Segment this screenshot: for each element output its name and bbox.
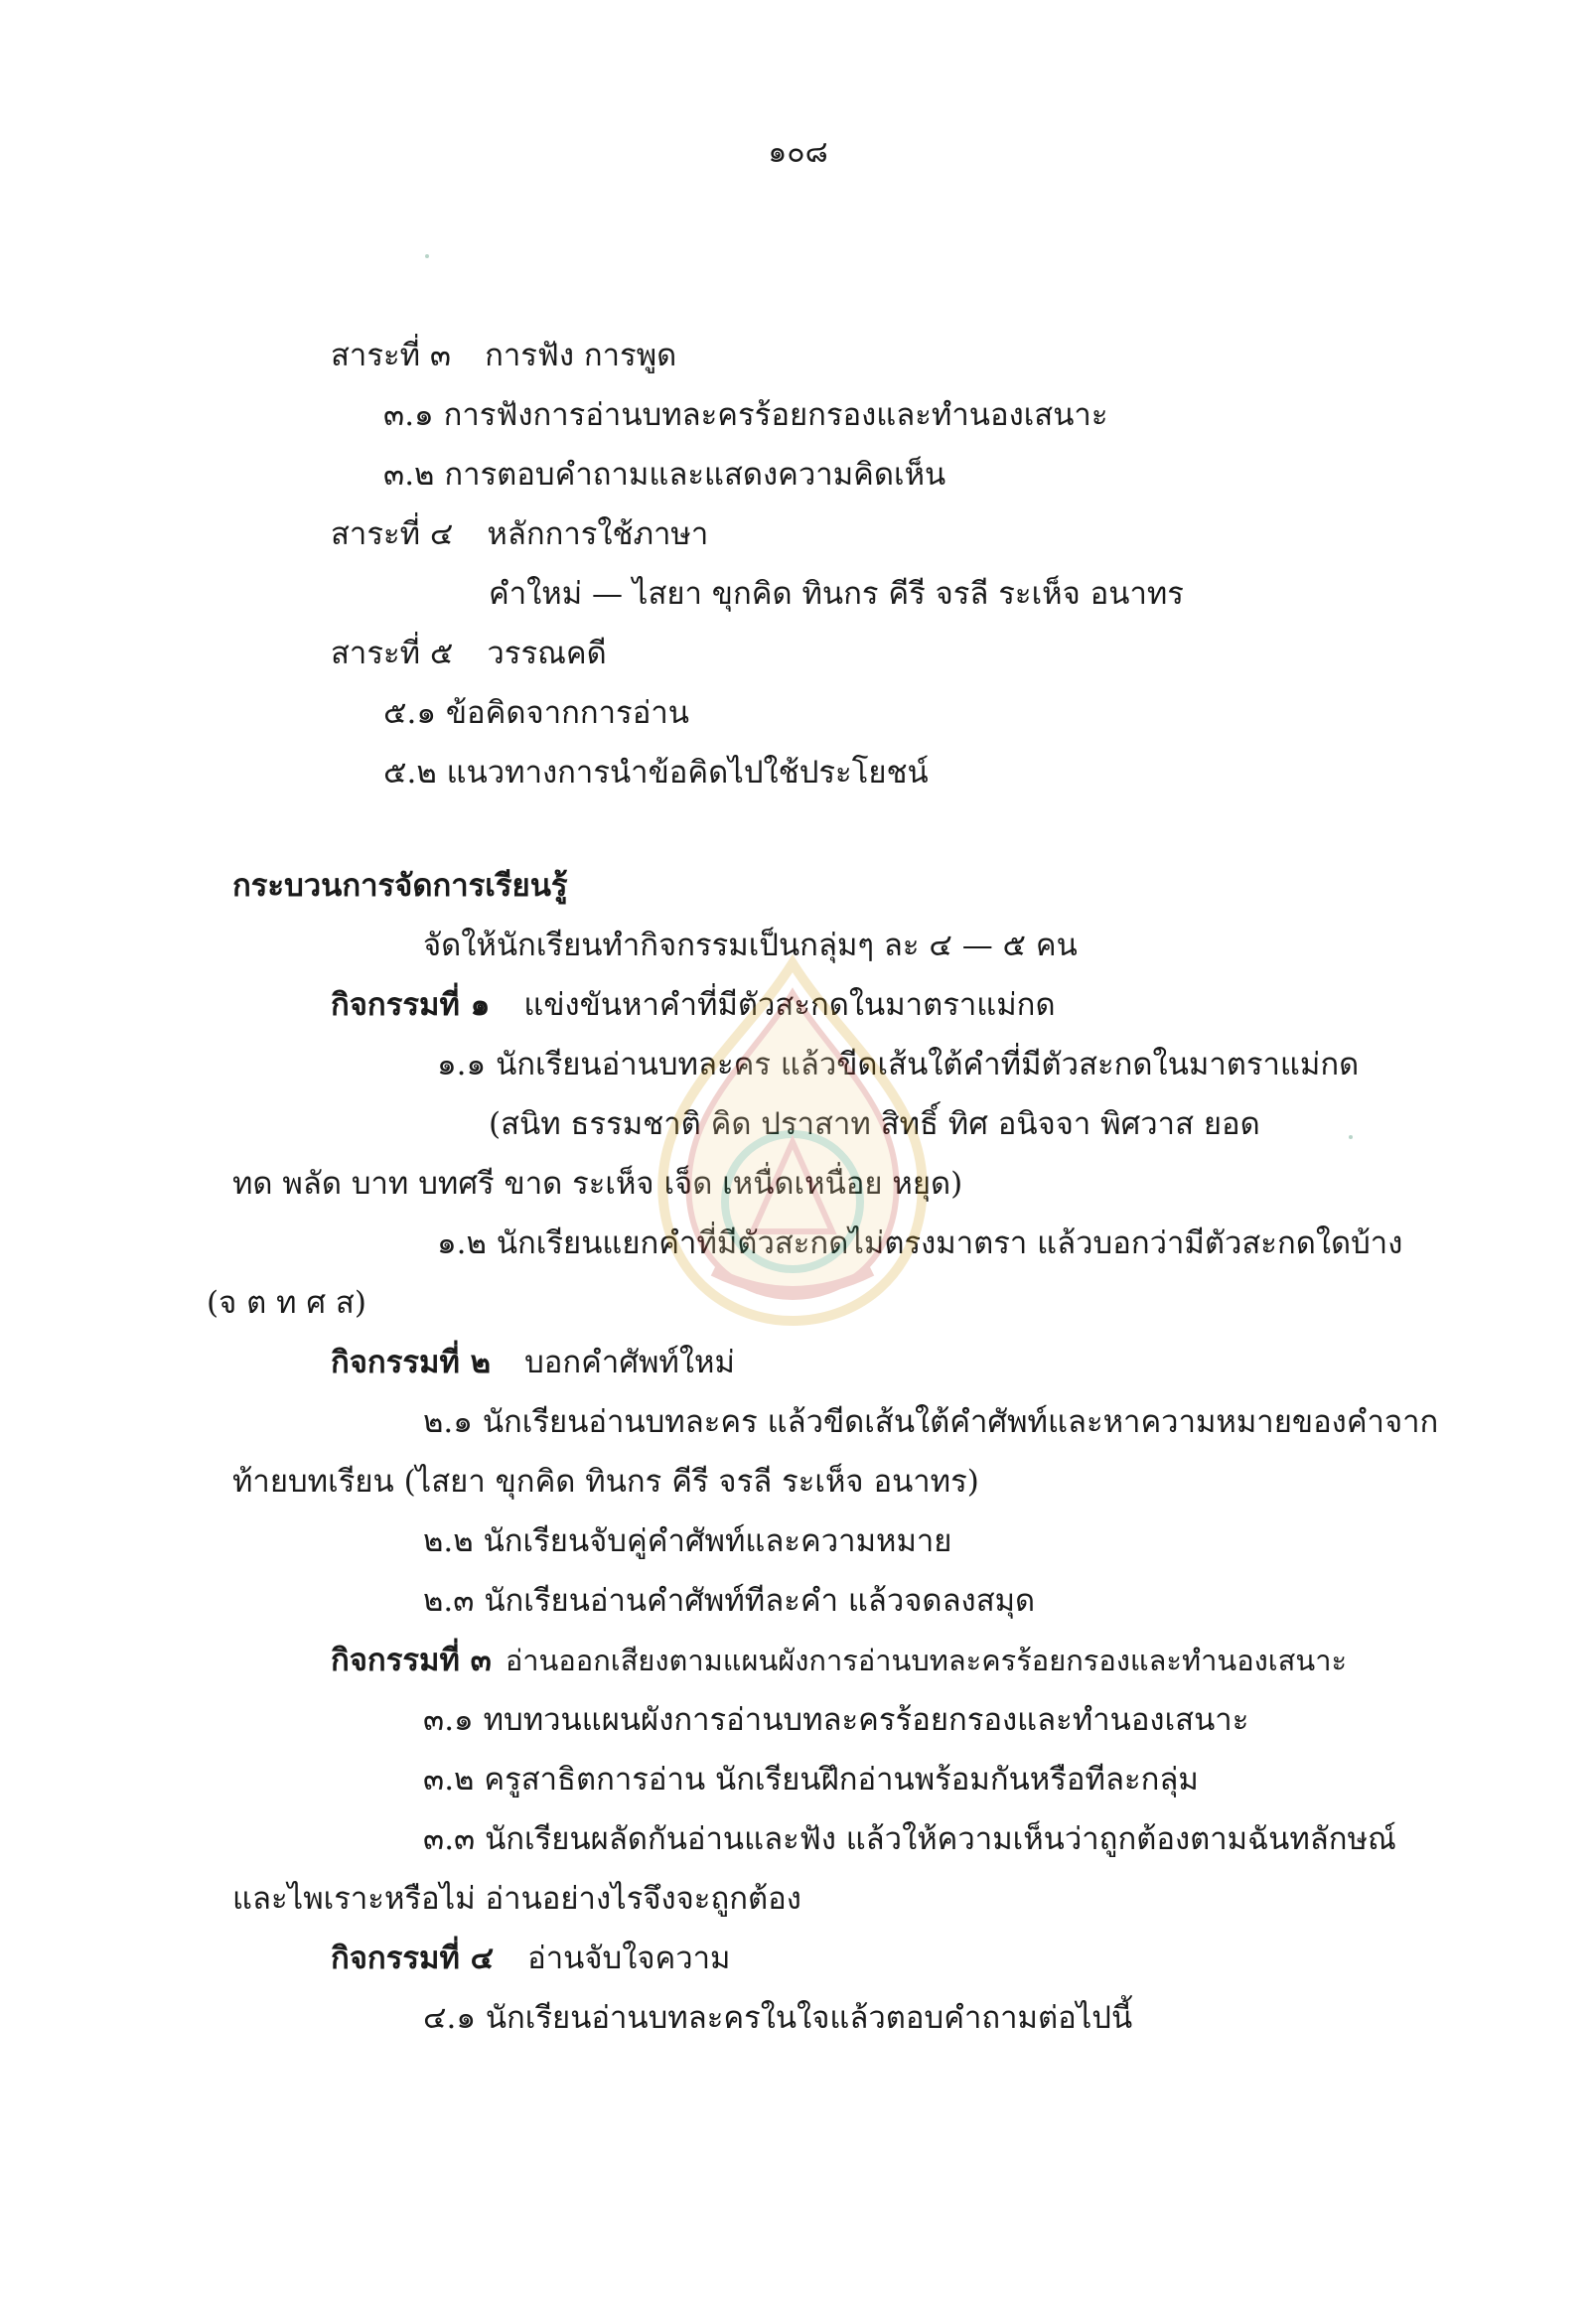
sara5-label: สาระที่ ๕: [331, 636, 454, 671]
activity2-item-1-cont: ท้ายบทเรียน (ไสยา ขุกคิด ทินกร คีรี จรลี ระเห็จ อนาทร): [232, 1464, 979, 1500]
sara3-item-2: ๓.๒ การตอบคำถามและแสดงความคิดเห็น: [383, 457, 946, 493]
activity2-item-1: ๒.๑ นักเรียนอ่านบทละคร แล้วขีดเส้นใต้คำศัพท์และหาความหมายของคำจาก: [423, 1404, 1439, 1440]
activity2-heading: [331, 1341, 735, 1384]
sara3-title: การฟัง การพูด: [485, 338, 677, 373]
sara5-item-2: ๕.๒ แนวทางการนำข้อคิดไปใช้ประโยชน์: [383, 755, 929, 791]
activity4-title: อ่านจับใจความ: [527, 1941, 731, 1976]
activity1-words-b: ทด พลัด บาท บทศรี ขาด ระเห็จ เจ็ด เหนื่ดเหนื่อย หยุด): [232, 1166, 963, 1202]
sara3-heading: [331, 334, 676, 377]
activity4-heading: [331, 1937, 731, 1980]
activity3-item-1: ๓.๑ ทบทวนแผนผังการอ่านบทละครร้อยกรองและทำนองเสนาะ: [423, 1702, 1249, 1738]
activity1-item-2-cont: (จ ต ท ศ ส): [207, 1285, 366, 1321]
activity3-item-3: ๓.๓ นักเรียนผลัดกันอ่านและฟัง แล้วให้ความเห็นว่าถูกต้องตามฉันทลักษณ์: [423, 1821, 1396, 1857]
group-instruction: จัดให้นักเรียนทำกิจกรรมเป็นกลุ่มๆ ละ ๔ — ๕ คน: [423, 928, 1078, 963]
sara5-item-1: ๕.๑ ข้อคิดจากการอ่าน: [383, 695, 689, 731]
sara4-heading: [331, 512, 708, 556]
activity1-label: กิจกรรมที่ ๑: [331, 987, 491, 1023]
activity1-words-a: (สนิท ธรรมชาติ คิด ปราสาท สิทธิ์ ทิศ อนิจจา พิศวาส ยอด: [489, 1106, 1260, 1142]
activity3-title: อ่านออกเสียงตามแผนผังการอ่านบทละครร้อยกรองและทำนองเสนาะ: [505, 1644, 1348, 1677]
activity1-heading: [331, 983, 1056, 1027]
sara3-label: สาระที่ ๓: [331, 338, 452, 373]
activity3-label: กิจกรรมที่ ๓: [331, 1643, 492, 1678]
page-number: ๑๐๘: [768, 135, 828, 170]
activity3-item-3-cont: และไพเราะหรือไม่ อ่านอย่างไรจึงจะถูกต้อง: [232, 1881, 801, 1917]
activity1-title: แข่งขันหาคำที่มีตัวสะกดในมาตราแม่กด: [523, 987, 1056, 1023]
sara3-item-1: ๓.๑ การฟังการอ่านบทละครร้อยกรองและทำนองเสนาะ: [383, 397, 1108, 433]
sara4-title: หลักการใช้ภาษา: [487, 516, 709, 552]
sara4-label: สาระที่ ๔: [331, 516, 454, 552]
activity4-label: กิจกรรมที่ ๔: [331, 1941, 495, 1976]
activity1-item-1: ๑.๑ นักเรียนอ่านบทละคร แล้วขีดเส้นใต้คำที่มีตัวสะกดในมาตราแม่กด: [437, 1047, 1360, 1082]
activity2-label: กิจกรรมที่ ๒: [331, 1345, 492, 1380]
activity2-item-2: ๒.๒ นักเรียนจับคู่คำศัพท์และความหมาย: [423, 1523, 952, 1559]
process-heading: กระบวนการจัดการเรียนรู้: [232, 868, 568, 904]
activity4-item-1: ๔.๑ นักเรียนอ่านบทละครในใจแล้วตอบคำถามต่อไปนี้: [423, 2000, 1133, 2036]
activity2-item-3: ๒.๓ นักเรียนอ่านคำศัพท์ทีละคำ แล้วจดลงสมุด: [423, 1583, 1036, 1619]
activity2-title: บอกคำศัพท์ใหม่: [524, 1345, 735, 1380]
new-words-line: คำใหม่ — ไสยา ขุกคิด ทินกร คีรี จรลี ระเห็จ อนาทร: [489, 576, 1184, 612]
activity1-item-2: ๑.๒ นักเรียนแยกคำที่มีตัวสะกดไม่ตรงมาตรา แล้วบอกว่ามีตัวสะกดใดบ้าง: [437, 1225, 1403, 1261]
sara5-title: วรรณคดี: [487, 636, 607, 671]
activity3-item-2: ๓.๒ ครูสาธิตการอ่าน นักเรียนฝึกอ่านพร้อมกันหรือทีละกลุ่ม: [423, 1762, 1199, 1798]
activity3-heading: [331, 1639, 1347, 1682]
sara5-heading: [331, 632, 607, 675]
